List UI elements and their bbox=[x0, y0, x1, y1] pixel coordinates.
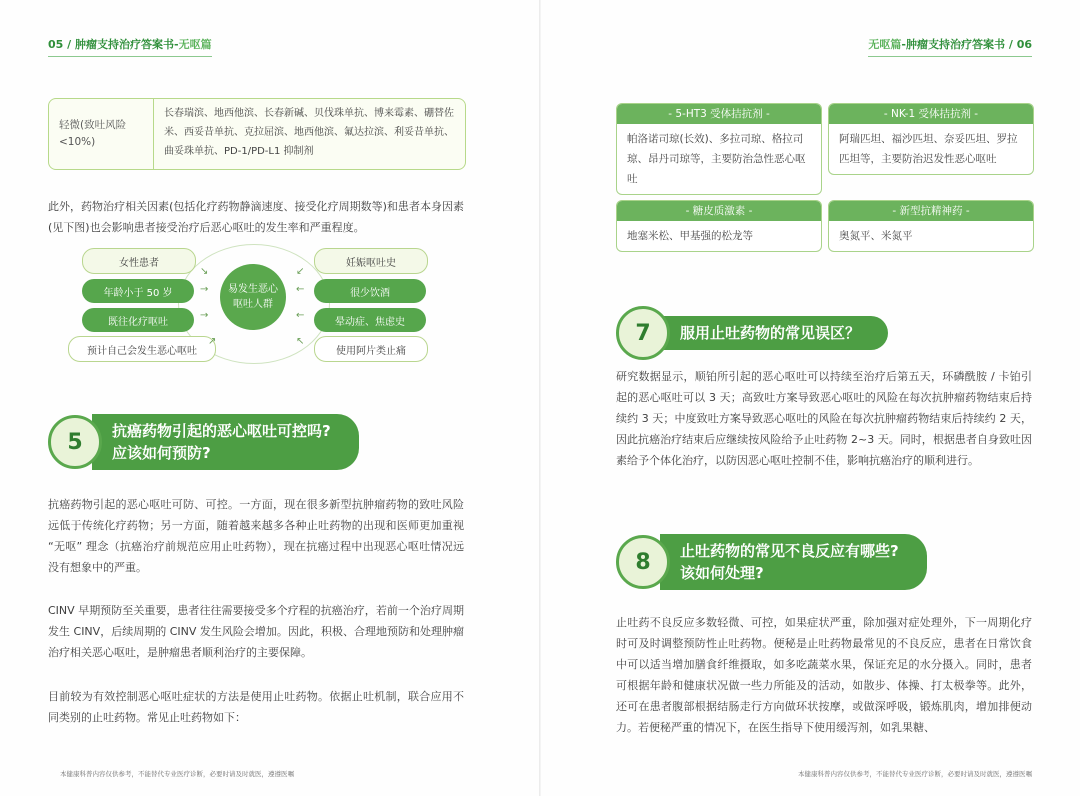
section-title: 服用止吐药物的常见误区？ bbox=[660, 316, 888, 350]
paragraph-intro: 此外，药物治疗相关因素(包括化疗药物静滴速度、接受化疗周期数等)和患者本身因素(见下图)也会影响患者接受治疗后恶心呕吐的发生率和严重程度。 bbox=[48, 200, 464, 234]
severity-drugs: 长春瑞滨、地西他滨、长春新碱、贝伐珠单抗、博来霉素、硼替佐米、西妥昔单抗、克拉屈滨、地西他滨、氟达拉滨、利妥昔单抗、曲妥珠单抗、PD-1/PD-L1 抑制剂 bbox=[164, 108, 454, 157]
arrow-icon: ↗ bbox=[208, 336, 217, 347]
drug-card-5ht3 bbox=[616, 103, 822, 195]
factor-right-4: 使用阿片类止痛 bbox=[314, 336, 428, 362]
paragraph-c: 目前较为有效控制恶心呕吐症状的方法是使用止吐药物。依据止吐机制，联合应用不同类别的止吐药物。常见止吐药物如下： bbox=[48, 690, 464, 724]
section-title bbox=[660, 534, 927, 590]
drug-card-antipsychotic bbox=[828, 200, 1034, 252]
card-caption: - NK-1 受体拮抗剂 - bbox=[829, 104, 1033, 124]
arrow-icon: → bbox=[200, 310, 209, 321]
footer-left: 本健康科普内容仅供参考，不能替代专业医疗诊断，必要时请及时就医，遵遵医嘱 bbox=[60, 770, 294, 778]
arrow-icon: ← bbox=[296, 284, 305, 295]
factor-right-1: 妊娠呕吐史 bbox=[314, 248, 428, 274]
page-number: 06 bbox=[1016, 38, 1032, 51]
running-head-left bbox=[48, 36, 212, 57]
card-caption: - 新型抗精神药 - bbox=[829, 201, 1033, 221]
paragraph-a: 抗癌药物引起的恶心呕吐可防、可控。一方面，现在很多新型抗肿瘤药物的致吐风险远低于传统化疗药物；另一方面，随着越来越多各种止吐药物的出现和医师更加重视 “无呕” 理念（抗癌治疗前规范应用止吐药物），现在抗癌过程中出现恶心呕吐情况远没有想象中的严重。 bbox=[48, 498, 464, 574]
severity-level: 轻微(致吐风险<10%) bbox=[49, 99, 154, 169]
paragraph-b: CINV 早期预防至关重要，患者往往需要接受多个疗程的抗癌治疗，若前一个治疗周期发生 CINV，后续周期的 CINV 发生风险会增加。因此，积极、合理地预防和处理肿瘤治疗相关恶心呕吐，是肿瘤患者顺利治疗的主要保障。 bbox=[48, 604, 464, 659]
factor-right-2: 很少饮酒 bbox=[314, 279, 426, 303]
section-title bbox=[92, 414, 359, 470]
severity-table bbox=[48, 98, 466, 170]
card-text: 阿瑞匹坦、福沙匹坦、奈妥匹坦、罗拉匹坦等，主要防治迟发性恶心呕吐 bbox=[839, 133, 1018, 165]
running-title: -肿瘤支持治疗答案书 bbox=[901, 38, 1005, 51]
page-number: 05 bbox=[48, 38, 64, 51]
section-title-line2: 应该如何预防? bbox=[112, 444, 211, 462]
drug-card-nk1 bbox=[828, 103, 1034, 175]
factor-left-3: 既往化疗呕吐 bbox=[82, 308, 194, 332]
drug-card-steroid bbox=[616, 200, 822, 252]
separator: / bbox=[1008, 38, 1017, 51]
right-page bbox=[540, 0, 1080, 796]
card-caption: - 糖皮质激素 - bbox=[617, 201, 821, 221]
factor-left-2: 年龄小于 50 岁 bbox=[82, 279, 194, 303]
card-text: 地塞米松、甲基强的松龙等 bbox=[627, 230, 753, 242]
arrow-icon: ↖ bbox=[296, 336, 305, 347]
section-title-line1: 抗癌药物引起的恶心呕吐可控吗? bbox=[112, 422, 331, 440]
running-title-accent: 无呕篇 bbox=[868, 38, 902, 51]
arrow-icon: ↘ bbox=[200, 266, 209, 277]
section-title-line1: 止吐药物的常见不良反应有哪些? bbox=[680, 542, 899, 560]
card-text: 帕洛诺司琼(长效)、多拉司琼、格拉司琼、昂丹司琼等，主要防治急性恶心呕吐 bbox=[627, 133, 806, 185]
diagram-center-label: 易发生恶心呕吐人群 bbox=[228, 284, 278, 310]
section-title-line2: 该如何处理? bbox=[680, 564, 764, 582]
separator: / bbox=[67, 38, 76, 51]
factor-left-4: 预计自己会发生恶心呕吐 bbox=[68, 336, 216, 362]
arrow-icon: ↙ bbox=[296, 266, 305, 277]
paragraph-8: 止吐药不良反应多数轻微、可控，如果症状严重，除加强对症处理外，下一周期化疗时可及时调整预防性止吐药物。便秘是止吐药物最常见的不良反应，患者在日常饮食中可以适当增加膳食纤维摄取，如多吃蔬菜水果，保证充足的水分摄入。同时，患者可根据年龄和健康状况做一些力所能及的活动，如散步、体操、打太极拳等。此外，还可在患者腹部根据结肠走行方向做环状按摩，或做深呼吸，锻炼肌肉，增加排便动力。若便秘严重的情况下，在医生指导下使用缓泻剂，如乳果糖、 bbox=[616, 616, 1032, 734]
section-number: 8 bbox=[616, 535, 670, 589]
section-5-heading bbox=[48, 414, 359, 470]
running-head-right bbox=[868, 36, 1032, 57]
arrow-icon: → bbox=[200, 284, 209, 295]
running-title-accent: 无呕篇 bbox=[178, 38, 212, 51]
footer-right: 本健康科普内容仅供参考，不能替代专业医疗诊断，必要时请及时就医，遵遵医嘱 bbox=[798, 770, 1032, 778]
card-caption: - 5-HT3 受体拮抗剂 - bbox=[617, 104, 821, 124]
paragraph-7: 研究数据显示，顺铂所引起的恶心呕吐可以持续至治疗后第五天，环磷酰胺 / 卡铂引起的恶心呕吐可以 3 天；高致吐方案导致恶心呕吐的风险在每次抗肿瘤药物结束后持续约 3 天；中度致吐方案导致恶心呕吐的风险在每次抗肿瘤药物结束后持续约 2 天，因此抗癌治疗结束后应继续按风险给予止吐药物 2~3 天。同时，根据患者自身致吐因素给予个体化治疗，以防因恶心呕吐控制不佳，影响抗癌治疗的顺利进行。 bbox=[616, 370, 1032, 467]
section-number: 5 bbox=[48, 415, 102, 469]
factor-right-3: 晕动症、焦虑史 bbox=[314, 308, 426, 332]
running-title: 肿瘤支持治疗答案书- bbox=[75, 38, 179, 51]
risk-factor-diagram bbox=[60, 246, 440, 364]
factor-left-1: 女性患者 bbox=[82, 248, 196, 274]
section-8-heading bbox=[616, 534, 927, 590]
arrow-icon: ← bbox=[296, 310, 305, 321]
diagram-center bbox=[220, 264, 286, 330]
section-7-heading bbox=[616, 306, 888, 360]
section-number: 7 bbox=[616, 306, 670, 360]
card-text: 奥氮平、米氮平 bbox=[839, 230, 913, 242]
